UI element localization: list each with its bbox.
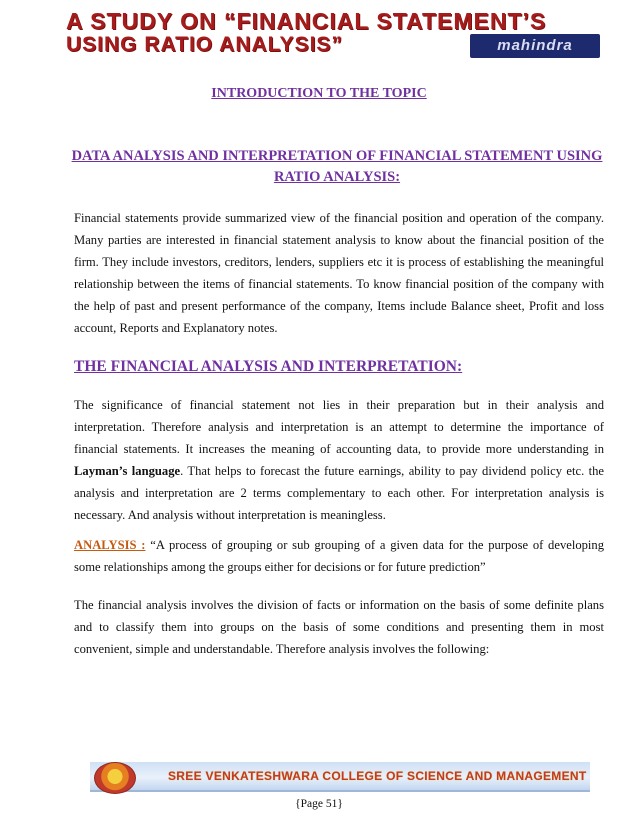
- analysis-label: ANALYSIS :: [74, 538, 146, 552]
- header-title-line2: USING RATIO ANALYSIS”: [66, 33, 343, 56]
- paragraph-text: . That helps to forecast the future earnings, ability to pay dividend policy etc. the analysis and interpretation are 2 terms complementary to each other. For interpretation analysis is necessary. And analysis without interpretation is meaningless.: [74, 463, 604, 522]
- mahindra-logo: mahindra: [470, 34, 600, 58]
- topic-title: INTRODUCTION TO THE TOPIC: [211, 86, 427, 101]
- analysis-interpretation-paragraph: [74, 395, 604, 526]
- college-emblem-icon: [94, 762, 136, 794]
- financial-analysis-paragraph: The financial analysis involves the division of facts or information on the basis of some definite plans and to classify them into groups on the basis of some conditions and presenting them in most convenient, simple and understandable. Therefore analysis involves the following:: [74, 598, 604, 656]
- layman-language-term: Layman’s language: [74, 463, 181, 478]
- document-header: [66, 6, 606, 62]
- analysis-definition: [74, 535, 604, 579]
- analysis-definition-text: “A process of grouping or sub grouping of a given data for the purpose of developing some relationships among the groups either for decisions or for future prediction”: [74, 538, 605, 574]
- header-title-line1: A STUDY ON “FINANCIAL STATEMENT’S: [66, 8, 547, 34]
- intro-paragraph: Financial statements provide summarized view of the financial position and operation of the company. Many parties are interested in financial statement analysis to know about the financial position of the firm. They include investors, creditors, lenders, suppliers etc it is process of establishing the meaningful relationship between the items of financial statements. To know financial position of the company with the help of past and present performance of the company, Items include Balance sheet, Profit and loss account, Reports and Explanatory notes.: [74, 211, 604, 335]
- page-number: {Page 51}: [295, 798, 343, 810]
- paragraph-text: The significance of financial statement not lies in their preparation but in their analysis and interpretation. Therefore analysis and interpretation is an attempt to determine the importance of financial statements. It increases the meaning of accounting data, to provide more understanding in: [74, 398, 604, 456]
- college-name: SREE VENKATESHWARA COLLEGE OF SCIENCE AND MANAGEMENT: [168, 769, 587, 783]
- section-heading: THE FINANCIAL ANALYSIS AND INTERPRETATION:: [74, 358, 463, 375]
- main-title: DATA ANALYSIS AND INTERPRETATION OF FINANCIAL STATEMENT USING RATIO ANALYSIS:: [71, 148, 603, 185]
